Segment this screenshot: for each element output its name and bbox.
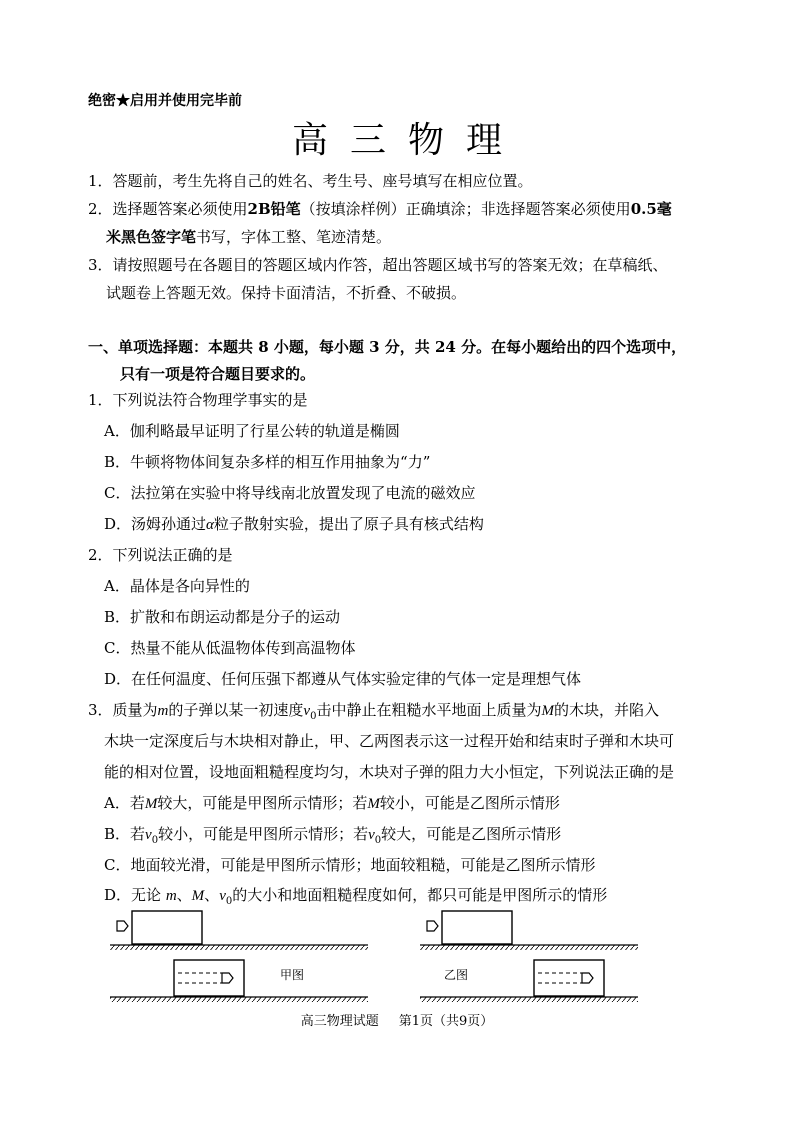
question-1-option-c: C．法拉第在实验中将导线南北放置发现了电流的磁效应 [104, 484, 476, 502]
ground-hatch-top [420, 945, 638, 950]
instruction-2-line1: 2．选择题答案必须使用2B铅笔（按填涂样例）正确填涂；非选择题答案必须使用0.5毫 [88, 200, 672, 218]
question-2-option-c: C．热量不能从低温物体传到高温物体 [104, 639, 356, 657]
question-3-stem-line3: 能的相对位置，设地面粗糙程度均匀，木块对子弹的阻力大小恒定，下列说法正确的是 [104, 763, 675, 781]
confidential-mark: 绝密★启用并使用完毕前 [88, 93, 242, 109]
question-3-stem-line2: 木块一定深度后与木块相对静止，甲、乙两图表示这一过程开始和结束时子弹和木块可 [104, 732, 675, 750]
ground-hatch-top [110, 945, 368, 950]
section-1-heading: 一、单项选择题：本题共 8 小题，每小题 3 分，共 24 分。在每小题给出的四个选项中， [88, 338, 687, 356]
instruction-3-line2: 试题卷上答题无效。保持卡面清洁，不折叠、不破损。 [106, 284, 467, 302]
footer-title: 高三物理试题 [300, 1014, 379, 1029]
figure-label-yi: 乙图 [444, 968, 469, 982]
question-1-option-a: A．伽利略最早证明了行星公转的轨道是椭圆 [104, 422, 400, 440]
question-1-stem: 1．下列说法符合物理学事实的是 [88, 391, 308, 409]
ground-hatch-bottom [420, 997, 638, 1002]
question-2-option-d: D．在任何温度、任何压强下都遵从气体实验定律的气体一定是理想气体 [104, 670, 582, 688]
bullet-block-figure [108, 905, 648, 1010]
page-title: 高三物理 [291, 120, 524, 161]
figure-yi [420, 911, 638, 1002]
question-3-option-b: B．若$v_0$较小，可能是甲图所示情形；若$v_0$较大，可能是乙图所示情形 [104, 825, 562, 846]
instruction-3-line1: 3．请按照题号在各题目的答题区域内作答，超出答题区域书写的答案无效；在草稿纸、 [88, 256, 668, 274]
instruction-2-line2: 米黑色签字笔书写，字体工整、笔迹清楚。 [106, 228, 392, 246]
block-start [442, 911, 512, 944]
question-1-option-d: D．汤姆孙通过α粒子散射实验，提出了原子具有核式结构 [104, 515, 484, 533]
ground-hatch-bottom [110, 997, 368, 1002]
block-start [132, 911, 202, 944]
bullet-start [117, 921, 128, 931]
question-2-option-b: B．扩散和布朗运动都是分子的运动 [104, 608, 341, 626]
question-3-option-d: D．无论 m、M、$v_0$的大小和地面粗糙程度如何，都只可能是甲图所示的情形 [104, 886, 608, 907]
question-3-option-c: C．地面较光滑，可能是甲图所示情形；地面较粗糙，可能是乙图所示情形 [104, 856, 596, 874]
page-footer [0, 1013, 794, 1031]
footer-page-number: 第1页（共9页） [398, 1014, 494, 1029]
question-3-stem-line1: 3．质量为m的子弹以某一初速度$v_0$击中静止在粗糙水平地面上质量为M的木块，并陷入 [88, 701, 659, 722]
figure-jia [110, 911, 368, 1002]
section-1-heading-cont: 只有一项是符合题目要求的。 [120, 365, 316, 383]
figure-label-jia: 甲图 [280, 968, 305, 982]
question-2-option-a: A．晶体是各向异性的 [104, 577, 250, 595]
bullet-start [427, 921, 438, 931]
instruction-1: 1．答题前，考生先将自己的姓名、考生号、座号填写在相应位置。 [88, 172, 533, 190]
question-1-option-b: B．牛顿将物体间复杂多样的相互作用抽象为“力” [104, 453, 431, 471]
question-2-stem: 2．下列说法正确的是 [88, 546, 233, 564]
question-3-option-a: A．若M较大，可能是甲图所示情形；若M较小，可能是乙图所示情形 [104, 794, 560, 812]
